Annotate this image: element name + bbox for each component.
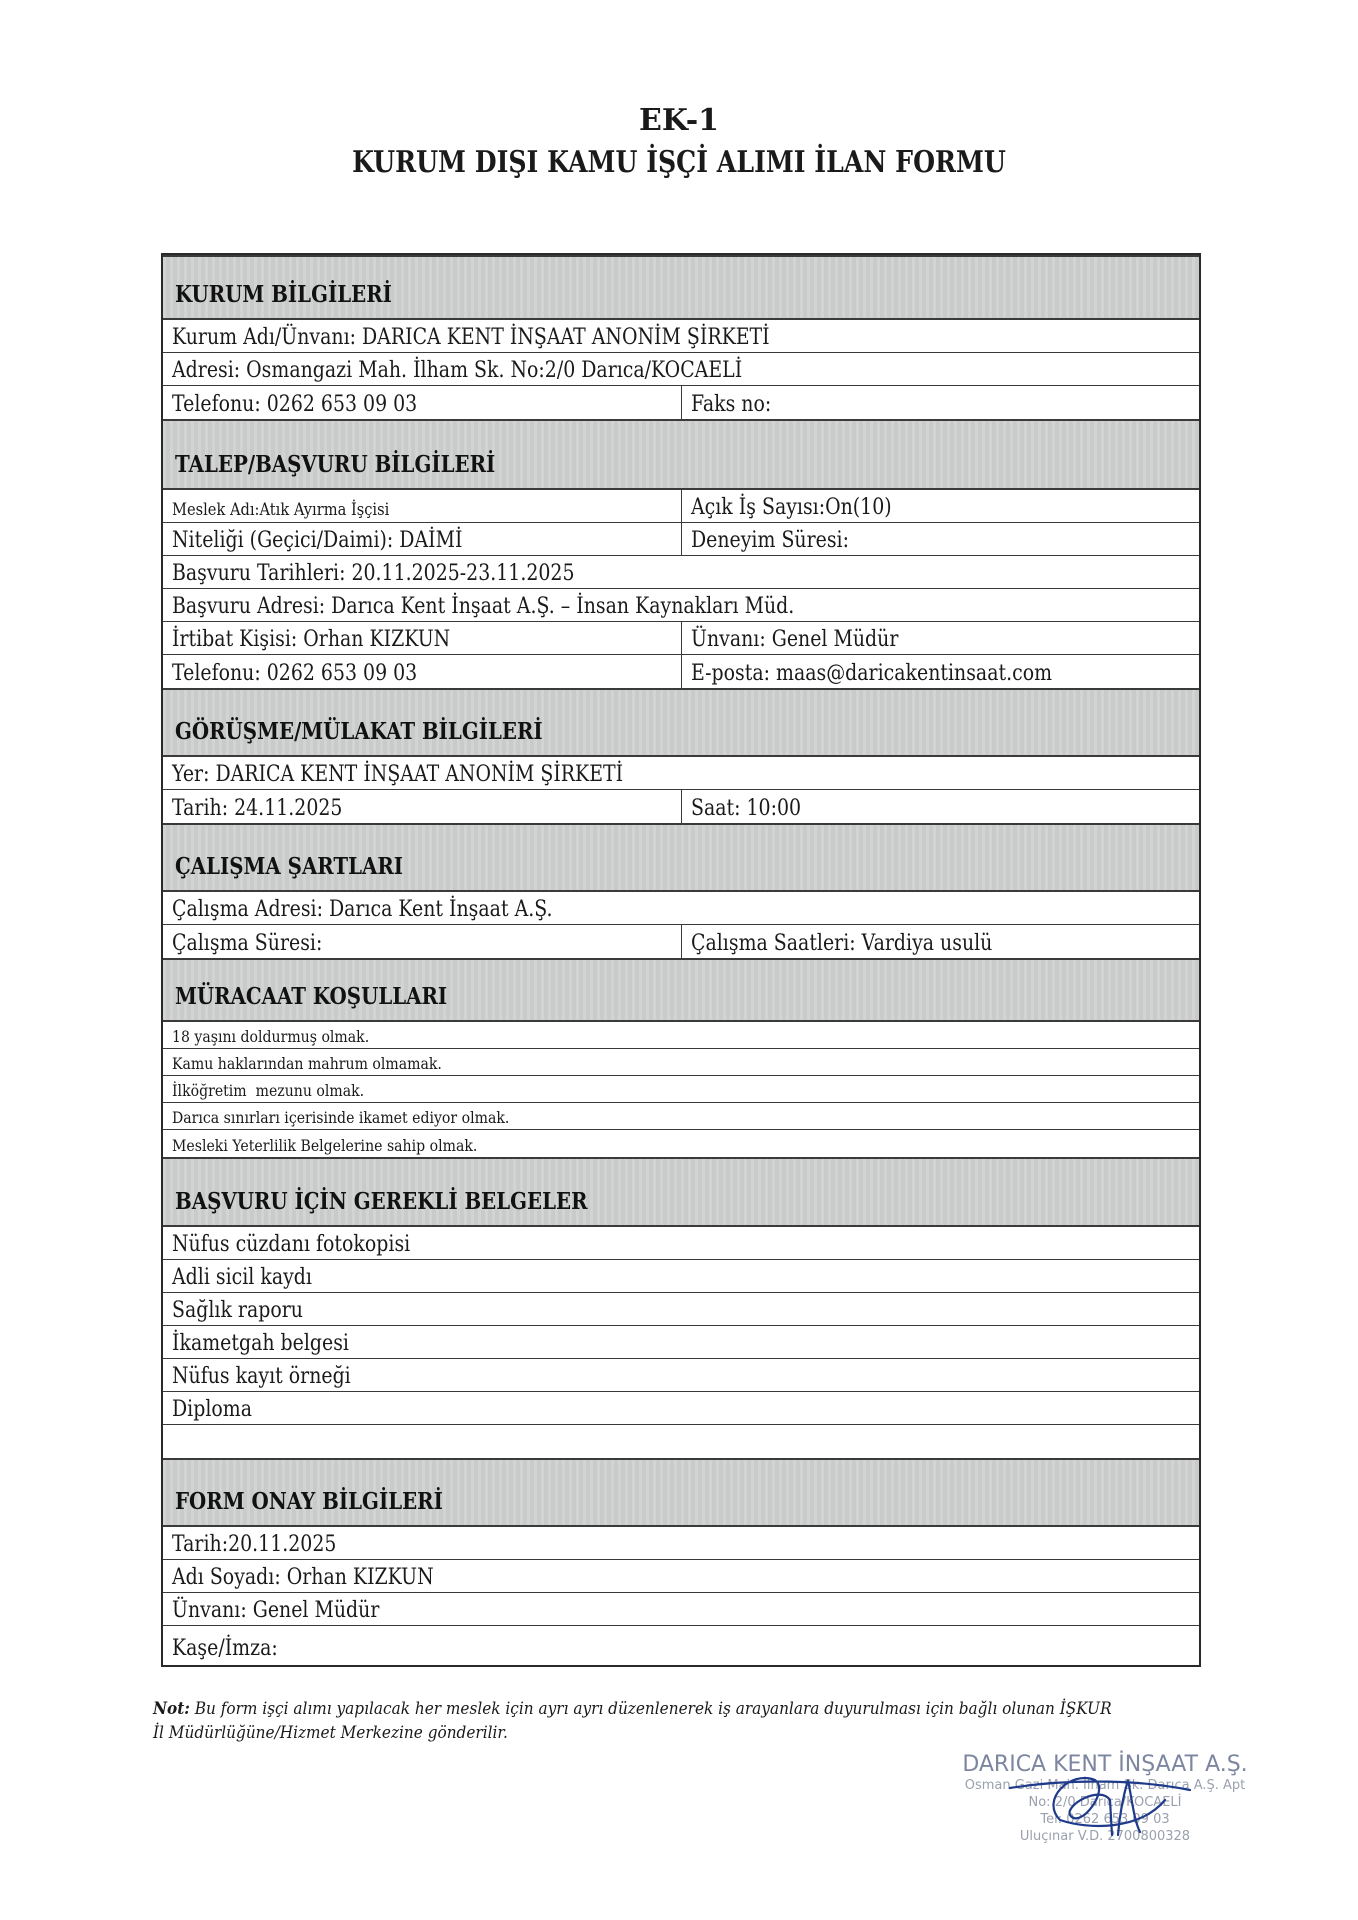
document-text: İkametgah belgesi [172, 1331, 349, 1356]
section-title: BAŞVURU İÇİN GEREKLİ BELGELER [175, 1188, 588, 1215]
form-row [163, 320, 1199, 353]
condition-text: Kamu haklarından mahrum olmamak. [172, 1054, 442, 1073]
deneyim-suresi-field: Deneyim Süresi: [691, 528, 849, 553]
form-row [163, 589, 1199, 622]
kurum-telefon-field: Telefonu: 0262 653 09 03 [172, 392, 418, 417]
footnote [153, 1697, 1125, 1745]
list-item [163, 1227, 1199, 1260]
form-row [163, 892, 1199, 925]
section-title: TALEP/BAŞVURU BİLGİLERİ [175, 451, 496, 478]
section-header-muracaat [163, 958, 1199, 1022]
list-item [163, 1260, 1199, 1293]
form-row [163, 1593, 1199, 1626]
form-row [163, 353, 1199, 386]
list-item [163, 1103, 1199, 1130]
onay-unvan-field: Ünvanı: Genel Müdür [172, 1598, 380, 1623]
stamp-line: Tel: 0262 653 09 03 [1040, 1812, 1170, 1827]
form-row [163, 1560, 1199, 1593]
condition-text: 18 yaşını doldurmuş olmak. [172, 1027, 370, 1046]
kurum-adi-field: Kurum Adı/Ünvanı: DARICA KENT İNŞAAT ANONİM ŞİRKETİ [172, 325, 770, 350]
section-header-onay [163, 1458, 1199, 1527]
form-row [163, 790, 1199, 823]
list-item [163, 1392, 1199, 1425]
signature-icon [1000, 1760, 1200, 1860]
kurum-adres-field: Adresi: Osmangazi Mah. İlham Sk. No:2/0 Darıca/KOCAELİ [172, 358, 743, 383]
form-row [163, 490, 1199, 523]
form-row [163, 925, 1199, 958]
kase-imza-field: Kaşe/İmza: [172, 1636, 278, 1661]
section-title: GÖRÜŞME/MÜLAKAT BİLGİLERİ [175, 718, 543, 745]
basvuru-adresi-field: Başvuru Adresi: Darıca Kent İnşaat A.Ş. – İnsan Kaynakları Müd. [172, 594, 795, 619]
list-item [163, 1049, 1199, 1076]
stamp-line: Osman Gazi Mah. İlham Sk. Darıca A.Ş. Apt [964, 1778, 1246, 1793]
form-row [163, 622, 1199, 655]
kurum-faks-field: Faks no: [691, 392, 772, 417]
list-item [163, 1130, 1199, 1157]
section-header-talep [163, 419, 1199, 490]
calisma-saatleri-field: Çalışma Saatleri: Vardiya usulü [691, 931, 993, 956]
list-item [163, 1326, 1199, 1359]
form-row [163, 757, 1199, 790]
calisma-suresi-field: Çalışma Süresi: [172, 931, 323, 956]
form-row [163, 386, 1199, 419]
eposta-field: E-posta: maas@daricakentinsaat.com [691, 661, 1053, 686]
talep-telefon-field: Telefonu: 0262 653 09 03 [172, 661, 418, 686]
form-row [163, 556, 1199, 589]
stamp-company: DARICA KENT İNŞAAT A.Ş. [962, 1752, 1248, 1777]
list-item [163, 1359, 1199, 1392]
document-text: Nüfus cüzdanı fotokopisi [172, 1232, 411, 1257]
document-text: Nüfus kayıt örneği [172, 1364, 351, 1389]
note-label: Not: [153, 1699, 190, 1719]
irtibat-unvan-field: Ünvanı: Genel Müdür [691, 627, 899, 652]
announcement-form [161, 253, 1201, 1667]
form-row [163, 1626, 1199, 1667]
section-title: KURUM BİLGİLERİ [175, 281, 392, 308]
annex-label: EK-1 [638, 103, 720, 138]
list-item [163, 1076, 1199, 1103]
acik-is-sayisi-field: Açık İş Sayısı:On(10) [691, 495, 892, 520]
onay-tarih-field: Tarih:20.11.2025 [172, 1532, 337, 1557]
niteligi-field: Niteliği (Geçici/Daimi): DAİMİ [172, 528, 463, 553]
section-header-gorusme [163, 688, 1199, 757]
list-item [163, 1293, 1199, 1326]
list-item [163, 1022, 1199, 1049]
section-title: FORM ONAY BİLGİLERİ [175, 1488, 443, 1515]
basvuru-tarihleri-field: Başvuru Tarihleri: 20.11.2025-23.11.2025 [172, 561, 575, 586]
list-item-empty [163, 1425, 1199, 1458]
section-header-belgeler [163, 1157, 1199, 1227]
gorusme-tarih-field: Tarih: 24.11.2025 [172, 796, 343, 821]
section-title: ÇALIŞMA ŞARTLARI [175, 853, 404, 880]
page-title: KURUM DIŞI KAMU İŞÇİ ALIMI İLAN FORMU [352, 145, 1006, 180]
condition-text: Darıca sınırları içerisinde ikamet ediyor olmak. [172, 1108, 510, 1127]
document-text: Adli sicil kaydı [172, 1265, 312, 1290]
section-header-kurum [163, 255, 1199, 320]
condition-text: İlköğretim mezunu olmak. [172, 1081, 365, 1100]
gorusme-saat-field: Saat: 10:00 [691, 796, 802, 821]
document-text: Sağlık raporu [172, 1298, 304, 1323]
section-header-calisma [163, 823, 1199, 892]
stamp-line: Uluçınar V.D. 2700800328 [1019, 1829, 1191, 1844]
meslek-adi-field: Meslek Adı:Atık Ayırma İşçisi [172, 500, 390, 520]
note-text: Bu form işçi alımı yapılacak her meslek için ayrı ayrı düzenlenerek iş arayanlara duyurulması için bağlı olunan İŞKUR İl Müdürlüğüne/Hizmet Merkezine gönderilir. [153, 1699, 1112, 1743]
irtibat-kisisi-field: İrtibat Kişisi: Orhan KIZKUN [172, 627, 451, 652]
form-row [163, 523, 1199, 556]
stamp-line: No: 2/0 Darıca/KOCAELİ [1028, 1795, 1182, 1810]
onay-adi-soyadi-field: Adı Soyadı: Orhan KIZKUN [172, 1565, 434, 1590]
section-title: MÜRACAAT KOŞULLARI [175, 983, 448, 1010]
calisma-adresi-field: Çalışma Adresi: Darıca Kent İnşaat A.Ş. [172, 897, 553, 922]
form-row [163, 655, 1199, 688]
form-row [163, 1527, 1199, 1560]
condition-text: Mesleki Yeterlilik Belgelerine sahip olmak. [172, 1136, 478, 1155]
document-text: Diploma [172, 1397, 253, 1422]
gorusme-yer-field: Yer: DARICA KENT İNŞAAT ANONİM ŞİRKETİ [172, 762, 624, 787]
